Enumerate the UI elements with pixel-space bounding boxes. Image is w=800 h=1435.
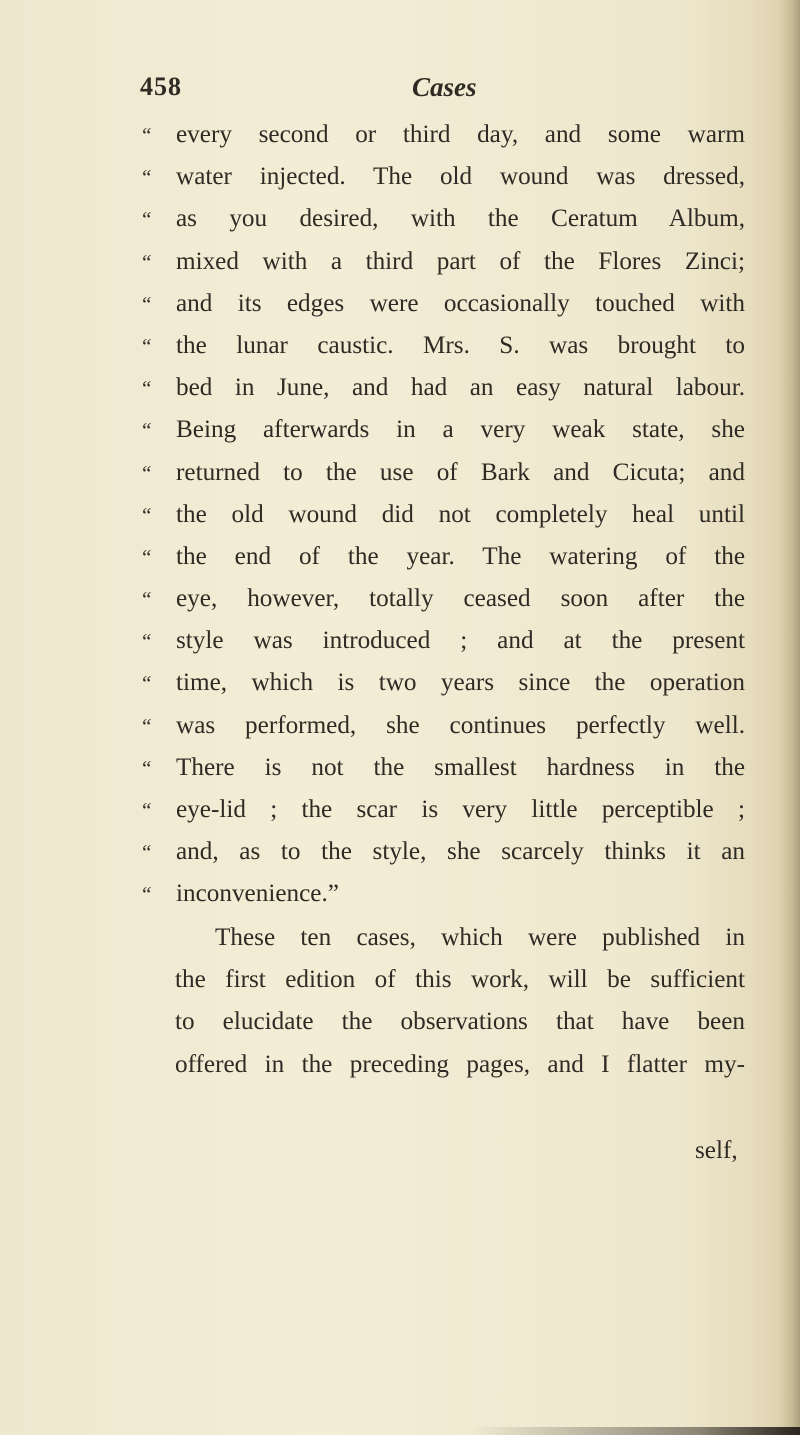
quote-mark: “ (140, 587, 152, 612)
quote-line: “ returned to the use of Bark and Cicuta; and (140, 452, 745, 494)
running-title: Cases (412, 72, 477, 102)
quote-line: “ eye-lid ; the scar is very little perceptible ; (140, 789, 745, 831)
quote-line: “ and its edges were occasionally touched with (140, 283, 745, 325)
quote-mark: “ (140, 460, 152, 485)
paragraph-line: to elucidate the observations that have been (175, 1008, 745, 1036)
quote-line: “ the end of the year. The watering of the (140, 536, 745, 578)
quote-line: “ and, as to the style, she scarcely thinks it an (140, 831, 745, 873)
page-number: 458 (140, 72, 182, 101)
quote-mark: “ (140, 840, 152, 865)
paragraph-line: the first edition of this work, will be sufficient (175, 966, 745, 994)
quote-mark: “ (140, 798, 152, 822)
paragraph-line: These ten cases, which were published in (215, 924, 745, 951)
page-bottom-edge (470, 1427, 800, 1435)
quote-line: “ every second or third day, and some warm (140, 114, 745, 156)
quote-mark: “ (140, 418, 152, 443)
quote-mark: “ (140, 291, 152, 316)
quoted-letter (140, 114, 745, 916)
quote-mark: “ (140, 333, 152, 358)
quote-line: “ the lunar caustic. Mrs. S. was brought to (140, 325, 745, 367)
body-paragraph (175, 917, 745, 1086)
quote-mark: “ (140, 629, 152, 654)
paragraph-line: offered in the preceding pages, and I flatter my- (175, 1050, 745, 1078)
quote-mark: “ (140, 544, 152, 569)
quote-line: “ There is not the smallest hardness in the (140, 747, 745, 789)
quote-mark: “ (140, 882, 152, 907)
quote-line: “ was performed, she continues perfectly well. (140, 705, 745, 747)
quote-line: “ as you desired, with the Ceratum Album, (140, 198, 745, 240)
quote-mark: “ (140, 207, 152, 232)
quote-mark: “ (140, 123, 152, 147)
quote-mark: “ (140, 165, 152, 190)
quote-line: “ mixed with a third part of the Flores Zinci; (140, 241, 745, 283)
quote-line: “ inconvenience.” (140, 873, 745, 915)
quote-line: “ water injected. The old wound was dressed, (140, 156, 745, 198)
quote-mark: “ (140, 671, 152, 696)
quote-mark: “ (140, 502, 152, 527)
quote-line: “ style was introduced ; and at the present (140, 620, 745, 662)
quote-mark: “ (140, 755, 152, 780)
quote-line: “ bed in June, and had an easy natural labour. (140, 367, 745, 409)
page-header (0, 72, 800, 108)
quote-line: “ the old wound did not completely heal until (140, 494, 745, 536)
quote-line: “ time, which is two years since the operation (140, 662, 745, 704)
page-edge-shadow (778, 0, 800, 1435)
quote-line: “ Being afterwards in a very weak state, she (140, 409, 745, 451)
quote-line: “ eye, however, totally ceased soon after the (140, 578, 745, 620)
quote-mark: “ (140, 713, 152, 738)
quote-mark: “ (140, 249, 152, 274)
catchword: self, (695, 1137, 738, 1164)
quote-mark: “ (140, 376, 152, 401)
